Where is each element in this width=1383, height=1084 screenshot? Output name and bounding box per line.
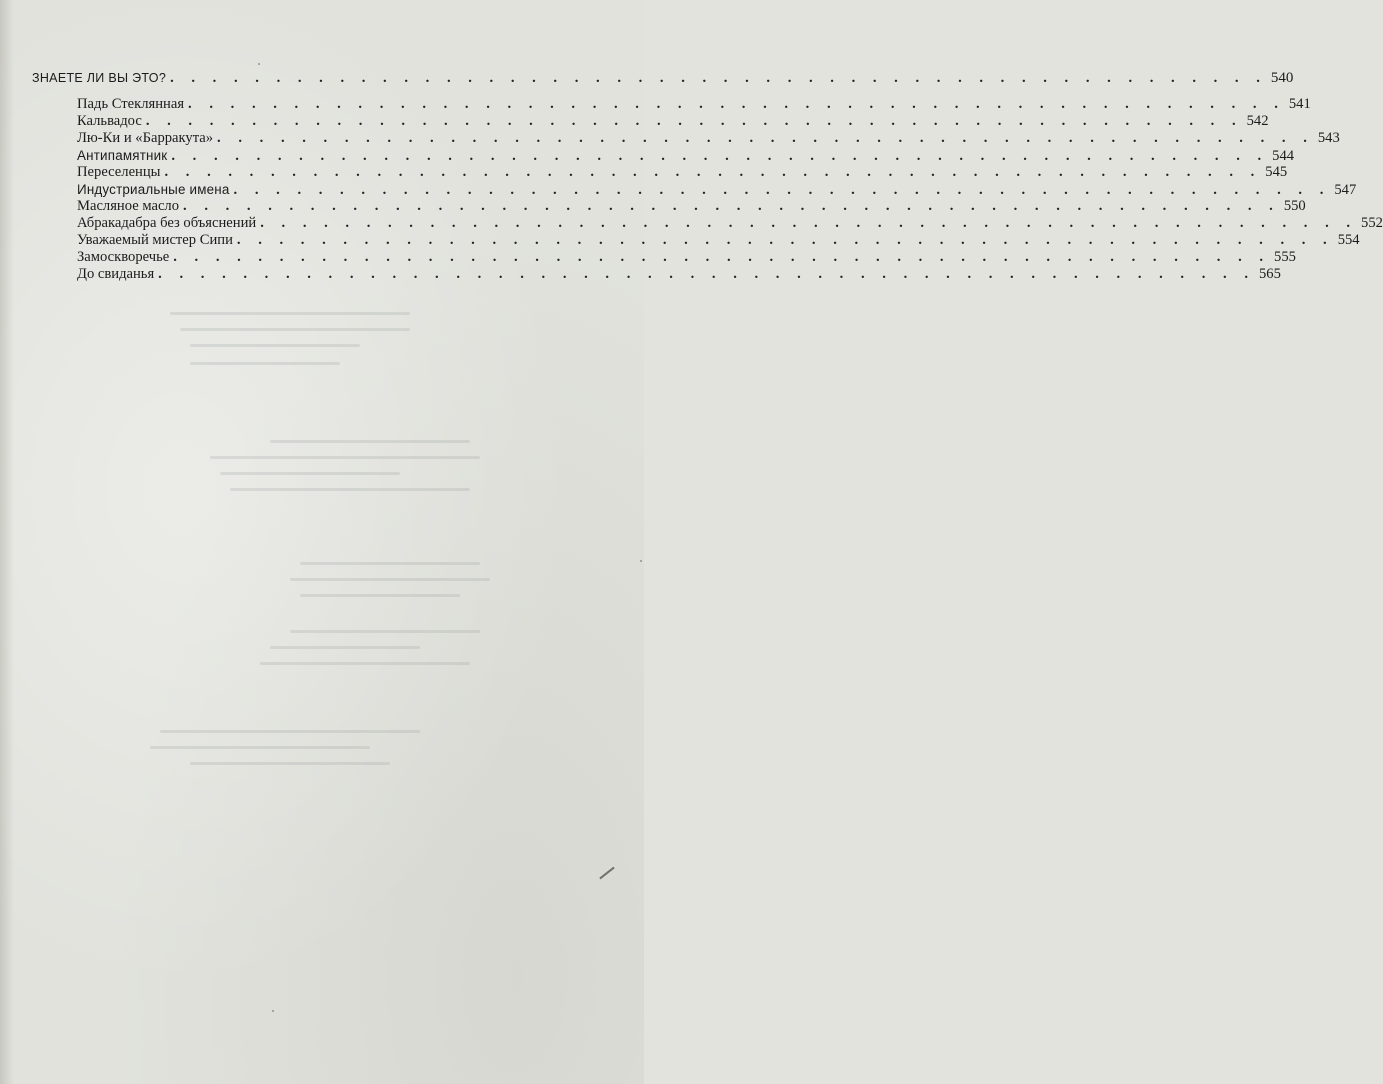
toc-entry [77,249,1296,266]
print-speck [640,560,642,562]
toc-entry [77,113,1269,130]
dot-leader: . . . . . . . . . . . . . . . . . . . . . . . . . . . . . . . . . . . . . . . . . . . . . . . . . . . . [171,148,1269,164]
entry-page-number: 552 [1361,215,1383,231]
dot-leader: . . . . . . . . . . . . . . . . . . . . . . . . . . . . . . . . . . . . . . . . . . . . . . . . . . . . [236,232,1334,248]
entry-page-number: 545 [1265,164,1288,180]
entry-title: Абракадабра без объяснений [77,215,257,231]
dot-leader: . . . . . . . . . . . . . . . . . . . . . . . . . . . . . . . . . . . . . . . . . . . . . . . . . . . . [170,70,1267,86]
dot-leader: . . . . . . . . . . . . . . . . . . . . . . . . . . . . . . . . . . . . . . . . . . . . . . . . . . . . [217,130,1314,146]
entry-title: Падь Стеклянная [77,96,185,112]
dot-leader: . . . . . . . . . . . . . . . . . . . . . . . . . . . . . . . . . . . . . . . . . . . . . . . . . . . . [164,164,1262,180]
toc-entry [77,130,1340,147]
dot-leader: . . . . . . . . . . . . . . . . . . . . . . . . . . . . . . . . . . . . . . . . . . . . . . . . . . . . [158,266,1255,282]
entry-page-number: 555 [1274,249,1296,265]
toc-section-heading [32,70,1294,90]
print-speck [258,63,260,65]
entry-title: Индустриальные имена [77,182,230,197]
entry-title: Замоскворечье [77,249,170,265]
entry-page-number: 554 [1337,232,1360,248]
entry-page-number: 544 [1272,148,1295,164]
entry-title: Кальвадос [77,113,142,129]
dot-leader: . . . . . . . . . . . . . . . . . . . . . . . . . . . . . . . . . . . . . . . . . . . . . . . . . . . . [233,182,1331,198]
toc-entry [77,96,1311,113]
toc-entry [77,215,1383,232]
entry-page-number: 541 [1288,96,1311,112]
toc-entry [77,147,1295,164]
dot-leader: . . . . . . . . . . . . . . . . . . . . . . . . . . . . . . . . . . . . . . . . . . . . . . . . . . . . [173,249,1271,265]
entry-title: Антипамятник [77,148,168,163]
print-speck [272,1010,274,1012]
toc-entry [77,181,1357,198]
dot-leader: . . . . . . . . . . . . . . . . . . . . . . . . . . . . . . . . . . . . . . . . . . . . . . . . . . . . [188,96,1285,112]
toc-entry [77,266,1281,283]
section-page-number: 540 [1270,70,1294,86]
toc-entry [77,164,1288,181]
dot-leader: . . . . . . . . . . . . . . . . . . . . . . . . . . . . . . . . . . . . . . . . . . . . . . . . . . . . [183,198,1280,214]
section-title: ЗНАЕТЕ ЛИ ВЫ ЭТО? [32,71,167,85]
entry-page-number: 547 [1334,182,1357,198]
entry-title: Масляное масло [77,198,180,214]
toc-entry [77,232,1360,249]
entry-title: Уважаемый мистер Сипи [77,232,233,248]
entry-page-number: 565 [1258,266,1281,282]
entry-title: Переселенцы [77,164,161,180]
entry-title: До свиданья [77,266,155,282]
entry-page-number: 542 [1246,113,1269,129]
entry-page-number: 550 [1283,198,1306,214]
dot-leader: . . . . . . . . . . . . . . . . . . . . . . . . . . . . . . . . . . . . . . . . . . . . . . . . . . . . [145,113,1243,129]
dot-leader: . . . . . . . . . . . . . . . . . . . . . . . . . . . . . . . . . . . . . . . . . . . . . . . . . . . . [260,215,1358,231]
entry-page-number: 543 [1317,130,1340,146]
toc-entry [77,198,1306,215]
entry-title: Лю-Ки и «Барракута» [77,130,214,146]
